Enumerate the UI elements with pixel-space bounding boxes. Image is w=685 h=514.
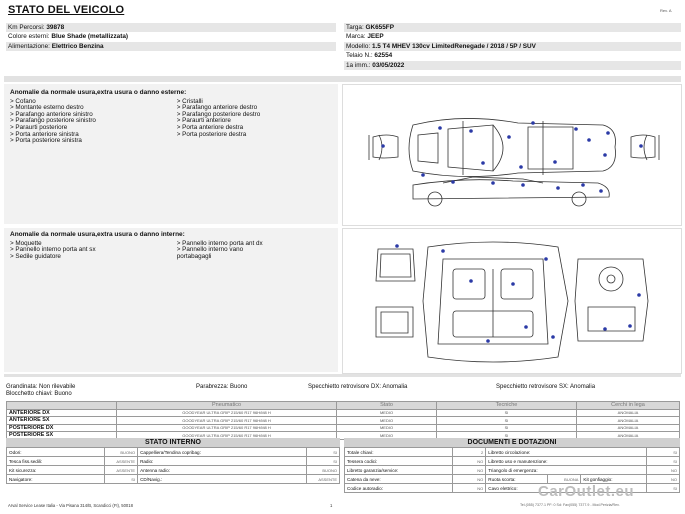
alimentazione-row: Alimentazione: Elettrico Benzina [6,42,336,51]
list-item: > Pannello interno porta ant sx [10,246,96,254]
table-row: Tesca fiss.sedili: ASSENTE Radio: SI [7,457,340,466]
list-item: > Parafango posteriore destro [176,110,261,118]
list-item: > Montante esterno destro [10,104,84,112]
list-item: portabagagli [176,252,212,260]
list-item: > Pannello interno vano [176,246,244,254]
table-row: Kit sicurezza: ASSENTE Antenna radio: BUONO [7,466,340,475]
table-row: ANTERIORE SX GOODYEAR ULTRA GRIP 215/60 R17 96H/M8 H MEDIO SI ANOMALIA [7,417,680,425]
stato-interno-section [6,438,340,484]
car-interior-diagram [343,229,681,373]
footer-right: Tel.(055) 7377.1 PF: 0 Sd: Fax(055) 7377.9 - Mod.Perizia/Rev. [520,503,620,507]
specchietto-dx: Specchietto retrovisore DX: Anomalia [308,384,408,390]
list-item: > Porta anteriore destra [176,123,244,131]
interior-list-2 [177,241,327,261]
stato-interno-table [6,447,340,484]
immatricolazione-row: 1a imm.: 03/05/2022 [344,61,681,70]
list-item: > Porta posteriore destra [176,130,247,138]
table-row: Libretto garanzia/service: NO Triangolo di emergenza: NO [345,466,680,475]
list-item: > Porta anteriore sinistra [10,130,79,138]
list-item: > Cofano [10,97,36,105]
list-item: > Sedile guidatore [10,252,61,260]
page-title: STATO DEL VEICOLO [8,4,125,16]
interior-diagram [342,228,682,374]
stato-interno-title: STATO INTERNO [6,438,340,447]
list-item: > Parafango posteriore sinistro [10,117,96,125]
telaio-row: Telaio N.: 62554 [346,52,393,60]
table-row: Catena da neve: NO Ruota scorta: BUONA Kit gonfiaggio: NO [345,475,680,484]
interior-heading: Anomalie da normale usura,extra usura o danno interne: [10,231,185,238]
km-row: Km Percorsi: 39878 [6,23,336,32]
targa-row: Targa: GK655FP [344,23,681,32]
section-divider [4,76,681,82]
interior-list-1 [10,241,175,261]
blocchetto-chiavi: Blocchetto chiavi: Buono [6,391,72,397]
exterior-panel [4,84,338,224]
parabrezza: Parabrezza: Buono [196,384,248,390]
table-row: Navigatore: SI CD/Navig.: ASSENTE [7,475,340,484]
vehicle-info-right [344,23,681,70]
documenti-title: DOCUMENTI E DOTAZIONI [344,438,680,447]
table-row: Odori: BUONO Cappelliera/Tendina copribag: SI [7,448,340,457]
list-item: > Paraurti anteriore [176,117,231,125]
watermark: CarOutlet.eu [538,483,635,500]
list-item: > Parafango anteriore destro [176,104,258,112]
table-header: Pneumatico Stato Tecniche Cerchi in lega [7,402,680,410]
exterior-heading: Anomalie da normale usura,extra usura o danno esterne: [10,89,187,96]
list-item: > Porta posteriore sinistra [10,137,82,145]
colore-row: Colore esterni: Blue Shade (metallizzata) [8,33,129,41]
vehicle-info-left [6,23,336,51]
footer-company: Arval Service Lease Italia - Via Pisana 314/B, Scandicci (FI), 50018 [8,503,133,508]
exterior-list-2 [177,99,327,139]
specchietto-sx: Specchietto retrovisore SX: Anomalia [496,384,596,390]
list-item: > Moquette [10,239,42,247]
table-row: ANTERIORE DX GOODYEAR ULTRA GRIP 215/60 R17 96H/M8 H MEDIO SI ANOMALIA [7,409,680,417]
car-exterior-diagram [343,85,681,225]
table-row: POSTERIORE DX GOODYEAR ULTRA GRIP 215/60 R17 96H/M8 H MEDIO SI ANOMALIA [7,424,680,432]
marca-row: Marca: JEEP [346,33,384,41]
list-item: > Paraurti posteriore [10,123,68,131]
grandinata: Grandinata: Non rilevabile [6,384,76,390]
exterior-list-1 [10,99,175,145]
modello-row: Modello: 1.5 T4 MHEV 130cv LimitedRenegade / 2018 / 5P / SUV [344,42,681,51]
exterior-diagram [342,84,682,226]
tyres-table [6,401,680,440]
section-divider [4,374,681,377]
list-item: > Pannello interno porta ant dx [176,239,263,247]
list-item: > Parafango anteriore sinistro [10,110,93,118]
table-row: Codice autoradio: NO Cavo elettrico: SI [345,484,680,493]
list-item: > Cristalli [176,97,203,105]
footer-page: 1 [330,503,333,508]
table-row: Tessera codici: NO Libretto uso e manutenzione: SI [345,457,680,466]
interior-panel [4,228,338,372]
revision-label: Rev. A [660,8,672,13]
table-row: POSTERIORE SX GOODYEAR ULTRA GRIP 215/60 R17 96H/M8 H MEDIO SI ANOMALIA [7,432,680,440]
table-row: Totale chiavi: 2 Libretto circolazione: SI [345,448,680,457]
